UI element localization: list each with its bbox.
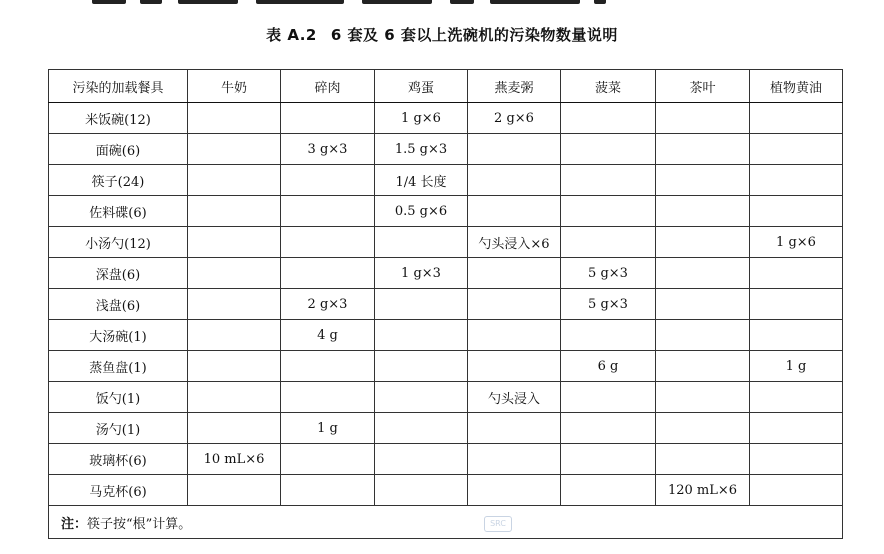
quantity-cell [656,258,750,289]
table-row [49,103,843,134]
quantity-cell [750,196,843,227]
quantity-cell [656,289,750,320]
quantity-cell [561,165,656,196]
quantity-cell [468,258,561,289]
quantity-cell [656,165,750,196]
note-text: 筷子按“根”计算。 [87,516,192,532]
quantity-cell [281,103,375,134]
row-label-cell: 佐料碟(6) [49,196,188,227]
quantity-cell [750,258,843,289]
table-title: 6 套及 6 套以上洗碗机的污染物数量说明 [330,26,618,44]
header-cell-soil: 燕麦粥 [468,70,561,103]
quantity-cell [561,320,656,351]
quantity-cell [375,475,468,506]
quantity-cell [750,103,843,134]
header-cell-soil: 鸡蛋 [375,70,468,103]
table-row [49,134,843,165]
quantity-cell [750,413,843,444]
soil-quantity-table [48,69,843,539]
quantity-cell [750,320,843,351]
quantity-cell [561,196,656,227]
quantity-cell [375,227,468,258]
row-label-cell: 玻璃杯(6) [49,444,188,475]
quantity-cell [281,351,375,382]
quantity-cell [188,196,281,227]
quantity-cell [468,351,561,382]
quantity-cell [188,103,281,134]
quantity-cell [281,444,375,475]
quantity-cell [561,382,656,413]
quantity-cell [468,444,561,475]
row-label-cell: 筷子(24) [49,165,188,196]
row-label-cell: 大汤碗(1) [49,320,188,351]
quantity-cell [656,196,750,227]
quantity-cell [188,289,281,320]
table-row [49,258,843,289]
row-label-cell: 米饭碗(12) [49,103,188,134]
quantity-cell: 勺头浸入×6 [468,227,561,258]
quantity-cell [750,475,843,506]
row-label-cell: 蒸鱼盘(1) [49,351,188,382]
quantity-cell [281,227,375,258]
header-cell-soil: 茶叶 [656,70,750,103]
quantity-cell [656,227,750,258]
quantity-cell [656,320,750,351]
table-note [49,506,843,539]
quantity-cell [561,413,656,444]
table-row [49,444,843,475]
quantity-cell [750,134,843,165]
quantity-cell: 1 g×3 [375,258,468,289]
header-cell-item: 污染的加载餐具 [49,70,188,103]
quantity-cell [188,258,281,289]
quantity-cell: 6 g [561,351,656,382]
quantity-cell [375,351,468,382]
quantity-cell [656,103,750,134]
quantity-cell [281,165,375,196]
quantity-cell [468,165,561,196]
row-label-cell: 面碗(6) [49,134,188,165]
quantity-cell [656,134,750,165]
quantity-cell: 勺头浸入 [468,382,561,413]
quantity-cell [468,196,561,227]
watermark-text: SRC [490,519,506,528]
table-row [49,475,843,506]
quantity-cell: 1 g [281,413,375,444]
header-cell-soil: 菠菜 [561,70,656,103]
quantity-cell: 4 g [281,320,375,351]
quantity-cell [561,444,656,475]
quantity-cell [188,413,281,444]
header-row [49,70,843,103]
quantity-cell [188,134,281,165]
row-label-cell: 汤勺(1) [49,413,188,444]
note-row [49,506,843,539]
quantity-cell: 5 g×3 [561,258,656,289]
quantity-cell [375,320,468,351]
watermark-logo [484,516,512,532]
quantity-cell: 5 g×3 [561,289,656,320]
table-row [49,289,843,320]
row-label-cell: 深盘(6) [49,258,188,289]
quantity-cell: 1 g×6 [375,103,468,134]
quantity-cell [188,475,281,506]
table-row [49,413,843,444]
quantity-cell: 0.5 g×6 [375,196,468,227]
quantity-cell [281,258,375,289]
table-row [49,382,843,413]
quantity-cell: 2 g×6 [468,103,561,134]
quantity-cell [750,289,843,320]
row-label-cell: 浅盘(6) [49,289,188,320]
quantity-cell [656,413,750,444]
table-row [49,196,843,227]
quantity-cell [281,196,375,227]
quantity-cell [750,444,843,475]
row-label-cell: 饭勺(1) [49,382,188,413]
quantity-cell: 1/4 长度 [375,165,468,196]
quantity-cell [468,134,561,165]
quantity-cell: 3 g×3 [281,134,375,165]
quantity-cell [468,289,561,320]
table-row [49,227,843,258]
quantity-cell [656,444,750,475]
quantity-cell [468,320,561,351]
table-body [49,103,843,506]
quantity-cell [375,444,468,475]
quantity-cell [375,289,468,320]
quantity-cell: 1.5 g×3 [375,134,468,165]
header-cell-soil: 牛奶 [188,70,281,103]
quantity-cell [281,475,375,506]
quantity-cell [561,475,656,506]
note-label: 注： [61,516,88,532]
table-row [49,351,843,382]
table-row [49,320,843,351]
quantity-cell: 1 g [750,351,843,382]
quantity-cell [750,165,843,196]
quantity-cell [281,382,375,413]
quantity-cell: 120 mL×6 [656,475,750,506]
quantity-cell [656,351,750,382]
quantity-cell [561,103,656,134]
quantity-cell: 1 g×6 [750,227,843,258]
quantity-cell [188,227,281,258]
quantity-cell [375,413,468,444]
quantity-cell [468,475,561,506]
quantity-cell [188,165,281,196]
quantity-cell [188,320,281,351]
quantity-cell [561,227,656,258]
quantity-cell [375,382,468,413]
header-cell-soil: 植物黄油 [750,70,843,103]
cropped-previous-line [0,0,884,8]
quantity-cell [188,351,281,382]
row-label-cell: 马克杯(6) [49,475,188,506]
quantity-cell: 10 mL×6 [188,444,281,475]
row-label-cell: 小汤勺(12) [49,227,188,258]
quantity-cell [750,382,843,413]
header-cell-soil: 碎肉 [281,70,375,103]
table-number: 表 A.2 [266,26,317,44]
quantity-cell: 2 g×3 [281,289,375,320]
table-row [49,165,843,196]
quantity-cell [561,134,656,165]
table-caption [0,24,884,45]
quantity-cell [188,382,281,413]
quantity-cell [656,382,750,413]
quantity-cell [468,413,561,444]
